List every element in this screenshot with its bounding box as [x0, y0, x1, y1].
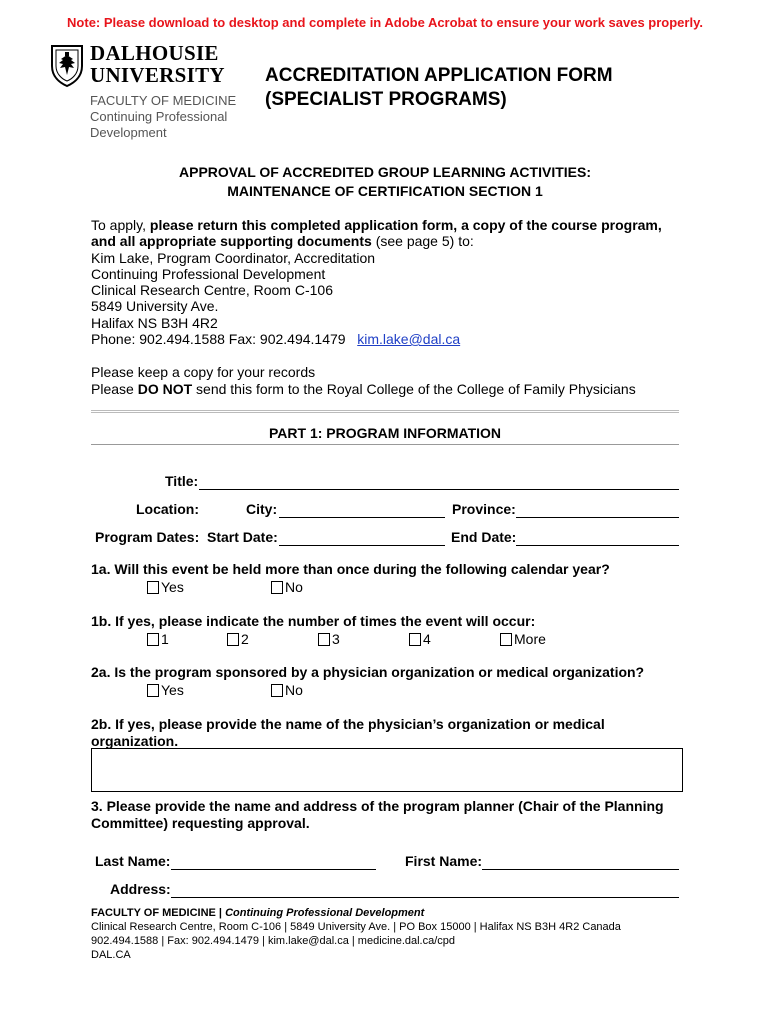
city-field[interactable]	[279, 501, 445, 518]
q1b-option-2[interactable]: 2	[227, 631, 249, 647]
apply-instructions: To apply, please return this completed application form, a copy of the course program, and all appropriate supporting documents (see page 5) to: Kim Lake, Program Coordinator, Accreditation Continuing Professional Development Clinical Research Centre, Room C-106 5849 University Ave. Halifax NS B3H 4R2 Phone: 902.494.1588 Fax: 902.494.1479 kim.lake@dal.ca Please keep a copy for your records Please DO NOT send this form to the Royal College of the College of Family Physicians	[91, 217, 662, 397]
location-label: Location:	[136, 501, 199, 517]
university-name-line1: DALHOUSIE	[90, 41, 219, 65]
title-field[interactable]	[199, 473, 679, 490]
program-dates-label: Program Dates:	[95, 529, 200, 545]
form-title: ACCREDITATION APPLICATION FORM (SPECIALIST PROGRAMS)	[265, 65, 613, 110]
download-note: Note: Please download to desktop and complete in Adobe Acrobat to ensure your work saves properly.	[67, 15, 703, 30]
q1b-checkbox-3[interactable]	[318, 633, 330, 646]
province-field[interactable]	[516, 501, 679, 518]
last-name-label: Last Name:	[95, 853, 171, 869]
last-name-field[interactable]	[171, 853, 376, 870]
q2a-no-checkbox[interactable]	[271, 684, 283, 697]
end-date-field[interactable]	[516, 529, 679, 546]
part1-heading: PART 1: PROGRAM INFORMATION	[268, 425, 502, 441]
university-name-line2: UNIVERSITY	[90, 63, 225, 87]
q1a-yes-option[interactable]: Yes	[147, 579, 184, 595]
end-date-label: End Date:	[451, 529, 517, 545]
address-field[interactable]	[171, 881, 679, 898]
q1b-checkbox-more[interactable]	[500, 633, 512, 646]
divider	[91, 444, 679, 445]
first-name-label: First Name:	[405, 853, 483, 869]
q1a-no-option[interactable]: No	[271, 579, 303, 595]
q1a-no-checkbox[interactable]	[271, 581, 283, 594]
q1b-checkbox-2[interactable]	[227, 633, 239, 646]
q1a-yes-checkbox[interactable]	[147, 581, 159, 594]
faculty-name: FACULTY OF MEDICINE Continuing Professional Development	[90, 93, 237, 140]
q1b-option-3[interactable]: 3	[318, 631, 340, 647]
q1b-checkbox-1[interactable]	[147, 633, 159, 646]
organization-name-field[interactable]	[91, 748, 683, 792]
start-date-field[interactable]	[279, 529, 445, 546]
q2a-yes-checkbox[interactable]	[147, 684, 159, 697]
q1b-option-4[interactable]: 4	[409, 631, 431, 647]
email-link[interactable]: kim.lake@dal.ca	[357, 331, 461, 348]
q1b-option-more[interactable]: More	[500, 631, 546, 647]
page-footer: FACULTY OF MEDICINE | Continuing Professional Development Clinical Research Centre, Room C-106 | 5849 University Ave. | PO Box 15000 | Halifax NS B3H 4R2 Canada 902.494.1588 | Fax: 902.494.1479 | kim.lake@dal.ca | medicine.dal.ca/cpd DAL.CA	[91, 907, 621, 961]
q1b-checkbox-4[interactable]	[409, 633, 421, 646]
q2a-no-option[interactable]: No	[271, 682, 303, 698]
city-label: City:	[246, 501, 278, 517]
question-3: 3. Please provide the name and address of the program planner (Chair of the Planning Committee) requesting approval.	[91, 798, 664, 831]
q2a-yes-option[interactable]: Yes	[147, 682, 184, 698]
question-1a: 1a. Will this event be held more than once during the following calendar year?	[91, 561, 610, 577]
form-subtitle: APPROVAL OF ACCREDITED GROUP LEARNING ACTIVITIES: MAINTENANCE OF CERTIFICATION SECTION 1	[179, 164, 591, 199]
title-label: Title:	[165, 473, 199, 489]
dalhousie-shield-icon	[50, 44, 84, 93]
divider	[91, 410, 679, 413]
start-date-label: Start Date:	[207, 529, 278, 545]
question-2a: 2a. Is the program sponsored by a physician organization or medical organization?	[91, 664, 645, 680]
address-label: Address:	[110, 881, 171, 897]
q1b-option-1[interactable]: 1	[147, 631, 169, 647]
province-label: Province:	[452, 501, 516, 517]
first-name-field[interactable]	[482, 853, 679, 870]
question-1b: 1b. If yes, please indicate the number of times the event will occur:	[91, 613, 536, 629]
question-2b: 2b. If yes, please provide the name of the physician’s organization or medical organization.	[91, 716, 605, 749]
